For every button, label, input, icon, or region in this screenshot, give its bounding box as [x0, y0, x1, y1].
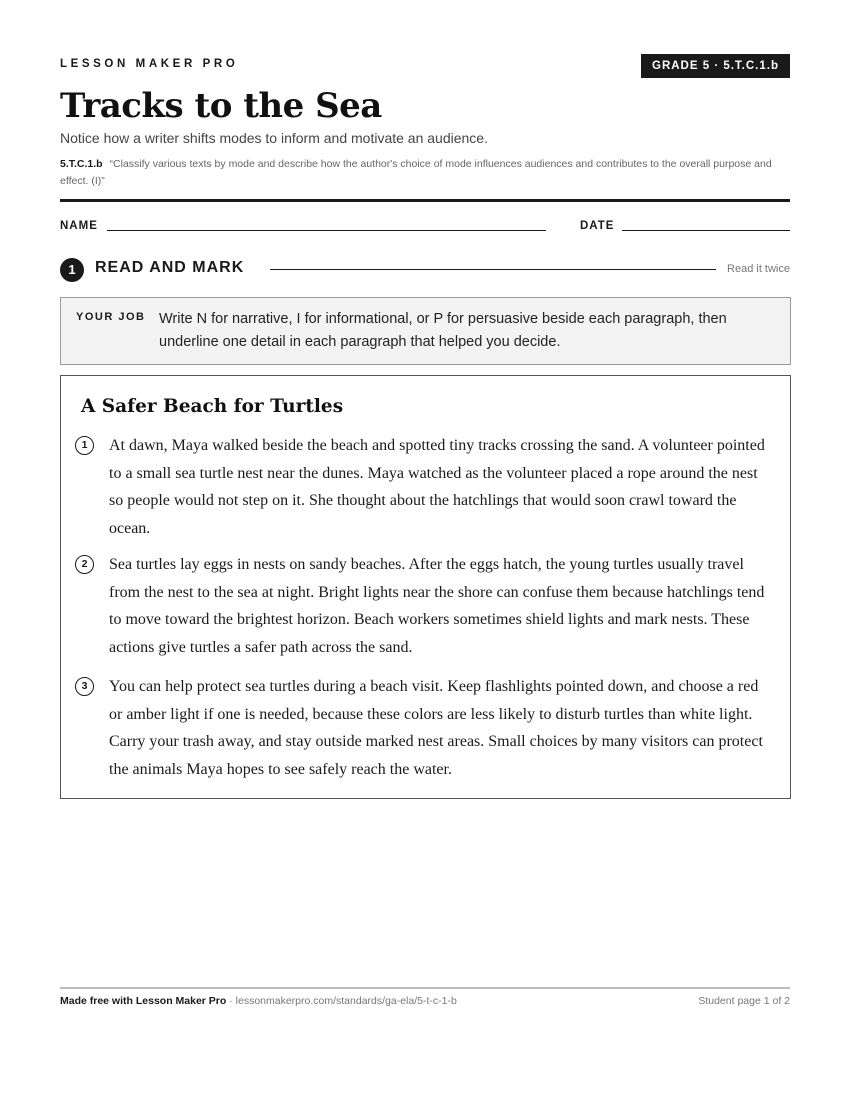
paragraph-number: 1	[75, 436, 94, 455]
page-indicator: Student page 1 of 2	[698, 995, 790, 1007]
instructions-box	[60, 297, 791, 365]
date-label: DATE	[580, 220, 615, 232]
page-title: Tracks to the Sea	[60, 86, 382, 126]
brand-name: LESSON MAKER PRO	[60, 58, 239, 70]
paragraph-text[interactable]: At dawn, Maya walked beside the beach and spotted tiny tracks crossing the sand. A volunteer pointed to a small sea turtle nest near the dunes. Maya watched as the volunteer placed a rope around the nest so people would not step on it. She thought about the hatchlings that would soon crawl toward the ocean.	[109, 437, 765, 538]
page-subtitle: Notice how a writer shifts modes to inform and motivate an audience.	[60, 130, 488, 146]
section-number: 1	[60, 258, 84, 282]
paragraph-number: 3	[75, 677, 94, 696]
section-title: READ AND MARK	[95, 259, 245, 276]
standard-code: 5.T.C.1.b	[60, 158, 103, 170]
instructions-label: YOUR JOB	[76, 311, 146, 323]
footer-credit	[60, 995, 457, 1007]
footer-url[interactable]: · lessonmakerpro.com/standards/ga-ela/5-t-c-1-b	[226, 995, 457, 1007]
reading-passage	[60, 375, 791, 799]
paragraph-text[interactable]: You can help protect sea turtles during a beach visit. Keep flashlights pointed down, and choose a red or amber light if one is needed, because these colors are less likely to disturb turtles than white light. Carry your trash away, and stay outside marked nest areas. Small choices by many visitors can protect the animals Maya hopes to see safely reach the water.	[109, 678, 763, 779]
header-divider	[60, 199, 790, 202]
footer-divider	[60, 987, 790, 989]
section-note: Read it twice	[727, 263, 790, 275]
section-divider	[270, 269, 716, 270]
date-field[interactable]	[622, 230, 790, 231]
passage-title: A Safer Beach for Turtles	[81, 396, 344, 417]
instructions-text: Write N for narrative, I for informational, or P for persuasive beside each paragraph, then underline one detail in each paragraph that helped you decide.	[159, 311, 727, 350]
paragraph-number: 2	[75, 555, 94, 574]
name-label: NAME	[60, 220, 98, 232]
name-field[interactable]	[107, 230, 546, 231]
standard-statement	[60, 156, 790, 189]
paragraph-text[interactable]: Sea turtles lay eggs in nests on sandy beaches. After the eggs hatch, the young turtles usually travel from the nest to the sea at night. Bright lights near the shore can confuse them because hatchlings tend to move toward the brightest horizon. Beach workers sometimes shield lights and mark nests. These actions give turtles a safer path across the sand.	[109, 556, 765, 657]
footer-made-with: Made free with Lesson Maker Pro	[60, 995, 227, 1007]
standard-text: “Classify various texts by mode and describe how the author's choice of mode influences audiences and contributes to the overall purpose and effect. (I)”	[60, 158, 772, 187]
grade-badge: GRADE 5 · 5.T.C.1.b	[641, 54, 790, 78]
